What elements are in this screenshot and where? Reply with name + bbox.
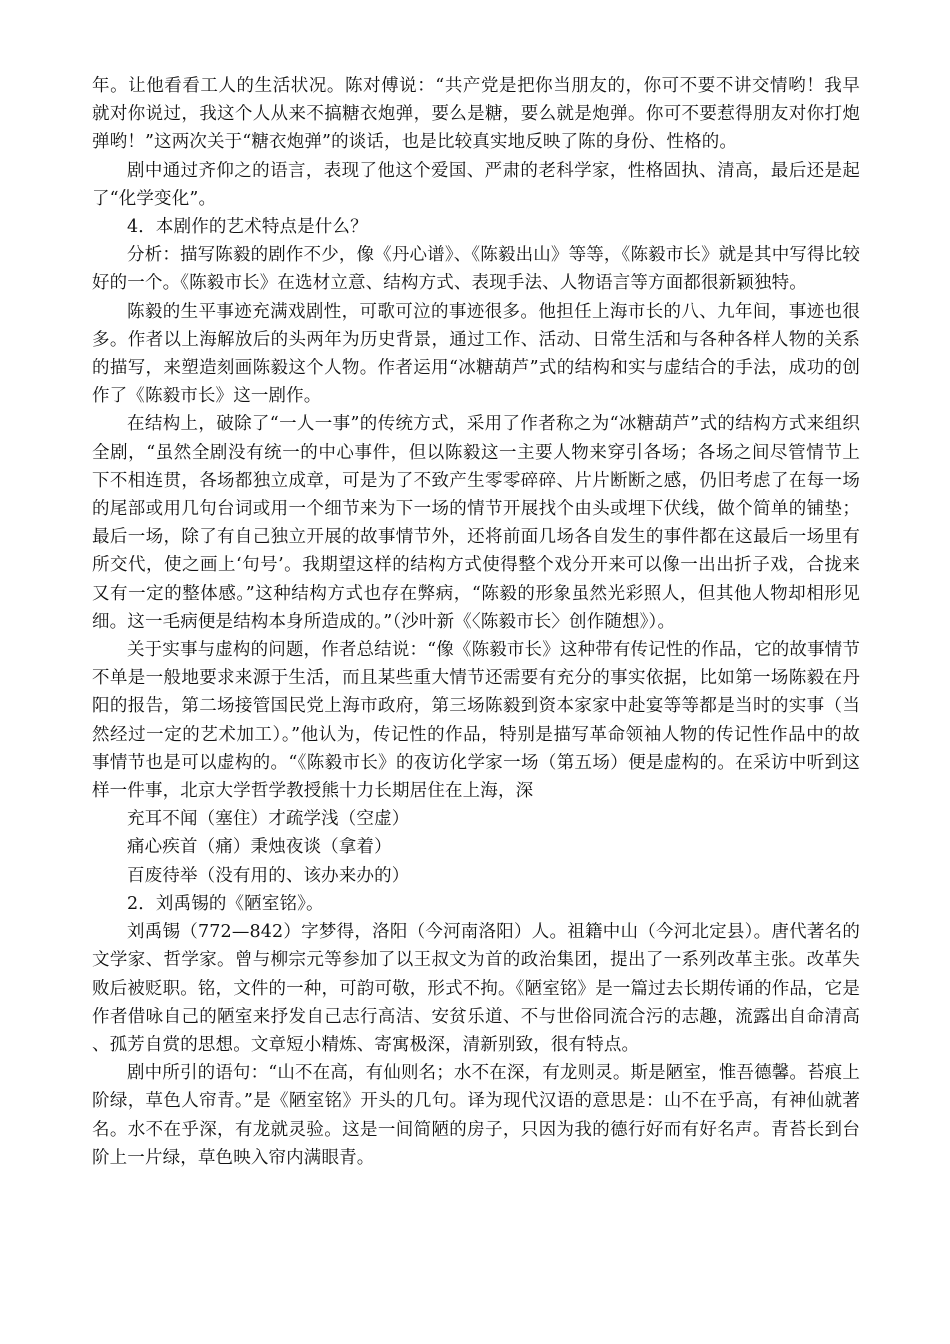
paragraph-analysis: 分析：描写陈毅的剧作不少，像《丹心谱》、《陈毅出山》等等，《陈毅市长》就是其中写得比较好的一个。《陈毅市长》在选材立意、结构方式、表现手法、人物语言等方面都很新颖独特。 bbox=[92, 245, 860, 294]
vocab-line-2: 痛心疾首（痛）秉烛夜谈（拿着） bbox=[127, 837, 392, 858]
vocab-line-1: 充耳不闻（塞住）才疏学浅（空虚） bbox=[127, 809, 410, 830]
document-page bbox=[92, 72, 860, 1172]
section-heading-2: 2．刘禹锡的《陋室铭》。 bbox=[127, 893, 324, 914]
question-heading-4: 4．本剧作的艺术特点是什么？ bbox=[127, 217, 368, 238]
paragraph-life-story: 陈毅的生平事迹充满戏剧性，可歌可泣的事迹很多。他担任上海市长的八、九年间，事迹也很多。作者以上海解放后的头两年为历史背景，通过工作、活动、日常生活和与各种各样人物的关系的描写，来塑造刻画陈毅这个人物。作者运用“冰糖葫芦”式的结构和实与虚结合的手法，成功的创作了《陈毅市长》这一剧作。 bbox=[92, 301, 860, 407]
paragraph-liu-yuxi: 刘禹锡（772—842）字梦得，洛阳（今河南洛阳）人。祖籍中山（今河北定县）。唐代著名的文学家、哲学家。曾与柳宗元等参加了以王叔文为首的政治集团，提出了一系列改革主张。改革失败后被贬职。铭，文件的一种，可韵可敬，形式不拘。《陋室铭》是一篇过去长期传诵的作品，它是作者借咏自己的陋室来抒发自己志行高洁、安贫乐道、不与世俗同流合污的志趣，流露出自命清高、孤芳自赏的思想。文章短小精炼、寄寓极深，清新别致，很有特点。 bbox=[92, 922, 860, 1055]
paragraph-structure: 在结构上，破除了“一人一事”的传统方式，采用了作者称之为“冰糖葫芦”式的结构方式来组织全剧，“虽然全剧没有统一的中心事件，但以陈毅这一主要人物来穿引各场；各场之间尽管情节上下不相连贯，各场都独立成章，可是为了不致产生零零碎碎、片片断断之感，仍旧考虑了在每一场的尾部或用几句台词或用一个细节来为下一场的情节开展找个由头或埋下伏线，做个简单的铺垫；最后一场，除了有自己独立开展的故事情节外，还将前面几场各自发生的事件都在这最后一场里有所交代，使之画上‘句号’。我期望这样的结构方式使得整个戏分开来可以像一出出折子戏，合拢来又有一定的整体感。”这种结构方式也存在弊病，“陈毅的形象虽然光彩照人，但其他人物却相形见细。这一毛病便是结构本身所造成的。”（沙叶新《〈陈毅市长〉创作随想》）。 bbox=[92, 414, 860, 632]
paragraph-fact-fiction: 关于实事与虚构的问题，作者总结说：“像《陈毅市长》这种带有传记性的作品，它的故事情节不单是一般地要求来源于生活，而且某些重大情节还需要有充分的事实依据，比如第一场陈毅在丹阳的报告，第二场接管国民党上海市政府，第三场陈毅到资本家家中赴宴等等都是当时的实事（当然经过一定的艺术加工）。”他认为，传记性的作品，特别是描写革命领袖人物的传记性作品中的故事情节也是可以虚构的。“《陈毅市长》的夜访化学家一场（第五场）便是虚构的。在采访中听到这样一件事，北京大学哲学教授熊十力长期居住在上海，深 bbox=[92, 640, 860, 802]
paragraph-quote-translation: 剧中所引的语句：“山不在高，有仙则名；水不在深，有龙则灵。斯是陋室，惟吾德馨。苔痕上阶绿，草色人帘青。”是《陋室铭》开头的几句。译为现代汉语的意思是：山不在乎高，有神仙就著名。水不在乎深，有龙就灵验。这是一间简陋的房子，只因为我的德行好而有好名声。青苔长到台阶上一片绿，草色映入帘内满眼青。 bbox=[92, 1063, 860, 1168]
paragraph-sugar-coated-bullet: 年。让他看看工人的生活状况。陈对傅说：“共产党是把你当朋友的，你可不要不讲交情哟！我早就对你说过，我这个人从来不搞糖衣炮弹，要么是糖，要么就是炮弹。你可不要惹得朋友对你打炮弹哟！”这两次关于“糖衣炮弹”的谈话，也是比较真实地反映了陈的身份、性格的。 bbox=[92, 76, 860, 153]
vocab-line-3: 百废待举（没有用的、该办来办的） bbox=[127, 865, 410, 886]
paragraph-qi-yangzhi: 剧中通过齐仰之的语言，表现了他这个爱国、严肃的老科学家，性格固执、清高，最后还是起了“化学变化”。 bbox=[92, 160, 860, 209]
